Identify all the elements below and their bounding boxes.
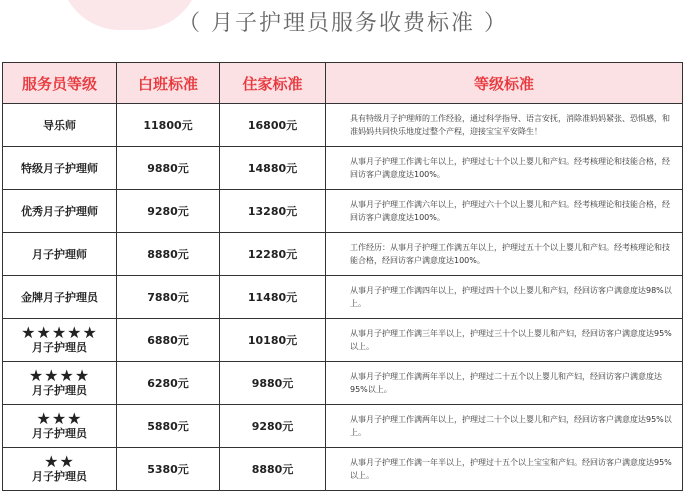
level-label: 月子护理员: [32, 427, 87, 440]
day-rate-cell: 9880元: [117, 147, 220, 190]
level-cell: [3, 405, 117, 448]
level-cell: [3, 319, 117, 362]
live-in-rate-cell: 10180元: [220, 319, 326, 362]
criteria-cell: 从事月子护理工作满一年半以上，护理过十五个以上宝宝和产妇。经回访客户满意度达95%以上。: [326, 448, 683, 491]
live-in-rate-cell: 9880元: [220, 362, 326, 405]
live-in-rate-cell: 9280元: [220, 405, 326, 448]
level-cell: [3, 104, 117, 147]
table-row: [3, 104, 683, 147]
level-label: 月子护理师: [32, 247, 87, 261]
criteria-cell: 从事月子护理工作满四年以上，护理过四十个以上婴儿和产妇，经回访客户满意度达98%以上。: [326, 276, 683, 319]
table-row: [3, 190, 683, 233]
table-row: [3, 448, 683, 491]
header-level: 服务员等级: [3, 63, 117, 104]
level-label: 导乐师: [43, 118, 76, 132]
table-row: [3, 405, 683, 448]
level-cell: [3, 147, 117, 190]
table-row: [3, 276, 683, 319]
criteria-cell: 工作经历：从事月子护理工作满五年以上，护理过五十个以上婴儿和产妇。经考核理论和技能合格，经回访客户满意度达100%。: [326, 233, 683, 276]
level-cell: [3, 190, 117, 233]
star-rating: ★★★★: [28, 366, 91, 385]
level-label: 月子护理员: [32, 470, 87, 483]
criteria-cell: 从事月子护理工作满七年以上，护理过七十个以上婴儿和产妇。经考核理论和技能合格，经回访客户满意度达100%。: [326, 147, 683, 190]
day-rate-cell: 5380元: [117, 448, 220, 491]
level-label: 月子护理员: [32, 341, 87, 354]
live-in-rate-cell: 12280元: [220, 233, 326, 276]
table-header-row: [3, 63, 683, 104]
live-in-rate-cell: 16800元: [220, 104, 326, 147]
live-in-rate-cell: 13280元: [220, 190, 326, 233]
header-criteria: 等级标准: [326, 63, 683, 104]
header-day-rate: 白班标准: [117, 63, 220, 104]
table-row: [3, 147, 683, 190]
day-rate-cell: 9280元: [117, 190, 220, 233]
live-in-rate-cell: 11480元: [220, 276, 326, 319]
day-rate-cell: 11800元: [117, 104, 220, 147]
table-row: [3, 233, 683, 276]
page-title: （ 月子护理员服务收费标准 ）: [178, 11, 508, 36]
criteria-cell: 从事月子护理工作满两年以上，护理过二十个以上婴儿和产妇，经回访客户满意度达95%以上。: [326, 405, 683, 448]
star-rating: ★★★★★: [21, 323, 98, 342]
level-cell: [3, 233, 117, 276]
day-rate-cell: 6880元: [117, 319, 220, 362]
star-rating: ★★: [44, 452, 75, 471]
criteria-cell: 从事月子护理工作满六年以上，护理过六十个以上婴儿和产妇。经考核理论和技能合格，经回访客户满意度达100%。: [326, 190, 683, 233]
day-rate-cell: 5880元: [117, 405, 220, 448]
level-cell: [3, 362, 117, 405]
live-in-rate-cell: 14880元: [220, 147, 326, 190]
criteria-cell: 从事月子护理工作满三年半以上，护理过三十个以上婴儿和产妇，经回访客户满意度达95%以上。: [326, 319, 683, 362]
level-label: 优秀月子护理师: [21, 204, 98, 218]
header-live-in-rate: 住家标准: [220, 63, 326, 104]
day-rate-cell: 8880元: [117, 233, 220, 276]
level-label: 特级月子护理师: [21, 161, 98, 175]
day-rate-cell: 7880元: [117, 276, 220, 319]
star-rating: ★★★: [36, 409, 83, 428]
fee-table: [2, 62, 683, 491]
table-row: [3, 319, 683, 362]
day-rate-cell: 6280元: [117, 362, 220, 405]
live-in-rate-cell: 8880元: [220, 448, 326, 491]
level-cell: [3, 448, 117, 491]
level-label: 月子护理员: [32, 384, 87, 397]
criteria-cell: 从事月子护理工作满两年半以上，护理过二十五个以上婴儿和产妇，经回访客户满意度达95%以上。: [326, 362, 683, 405]
level-label: 金牌月子护理员: [21, 290, 98, 304]
level-cell: [3, 276, 117, 319]
table-row: [3, 362, 683, 405]
criteria-cell: 具有特级月子护理师的工作经验，通过科学指导、语言安抚，消除准妈妈紧张、恐惧感，和准妈妈共同快乐地度过整个产程，迎接宝宝平安降生！: [326, 104, 683, 147]
